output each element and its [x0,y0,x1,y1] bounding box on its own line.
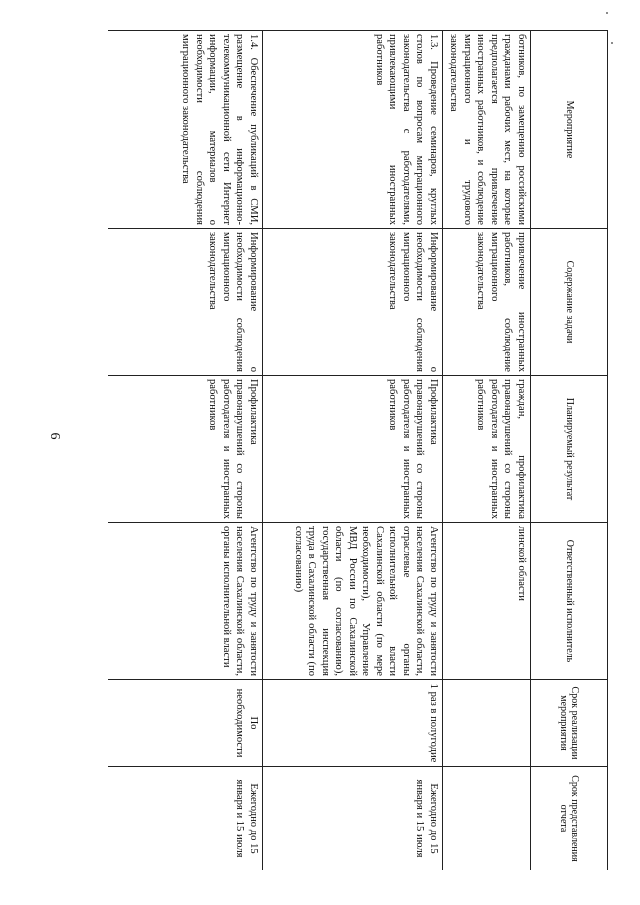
cell-task: привлечение иностранных работников, соблюдение миграционного законодательства [443,229,531,376]
scan-speck [611,42,613,44]
cell-executor: Агентство по труду и занятости населения Сахалинской области, отраслевые органы исполнительной власти Сахалинской области (по мере необходимости), Управление МВД России по Сахалинской области (по согласованию), государственная инспекция труда в Сахалинской области (по согласованию) [263,523,443,680]
cell-task: Информирование о необходимости соблюдения миграционного законодательства [108,229,263,376]
cell-activity: 1.3. Проведение семинаров, круглых столов по вопросам миграционного законодательства с работодателями, привлекающими иностранных работников [263,31,443,229]
header-executor: Ответственный исполнитель [531,523,608,680]
cell-report [443,767,531,871]
page-number: 6 [47,432,62,440]
cell-term: По необходимости [108,680,263,767]
cell-report: Ежегодно до 15 января и 15 июля [263,767,443,871]
table-row [263,31,443,871]
table-row [443,31,531,871]
table-row [108,31,263,871]
cell-activity: ботников, по замещению российскими гражданами рабочих мест, на которые предполагается привлечение иностранных работников, и соблюдение миграционного и трудового законодательства [443,31,531,229]
cell-task: Информирование о необходимости соблюдения миграционного законодательства [263,229,443,376]
cell-term [443,680,531,767]
cell-result: Профилактика правонарушений со стороны работодателя и иностранных работников [108,376,263,523]
cell-executor: Агентство по труду и занятости населения Сахалинской области, органы исполнительной власти [108,523,263,680]
header-task: Содержание задачи [531,229,608,376]
header-result: Планируемый результат [531,376,608,523]
measures-table [108,30,608,870]
cell-report: Ежегодно до 15 января и 15 июля [108,767,263,871]
rotated-table-container [108,30,608,870]
table-frame [108,30,608,870]
cell-result: Профилактика правонарушений со стороны работодателя и иностранных работников [263,376,443,523]
cell-term: 1 раз в полугодие [263,680,443,767]
scan-speck [606,12,608,14]
header-term: Срок реализации мероприятия [531,680,608,767]
header-activity: Мероприятие [531,31,608,229]
header-row [531,31,608,871]
header-report: Срок представления отчета [531,767,608,871]
cell-executor: линской области [443,523,531,680]
cell-activity: 1.4. Обеспечение публикаций в СМИ, размещение в информационно-телекоммуникационной сети Интернет информации, материалов о необходимости соблюдения миграционного законодательства [108,31,263,229]
cell-result: граждан, профилактика правонарушений со стороны работодателя и иностранных работников [443,376,531,523]
